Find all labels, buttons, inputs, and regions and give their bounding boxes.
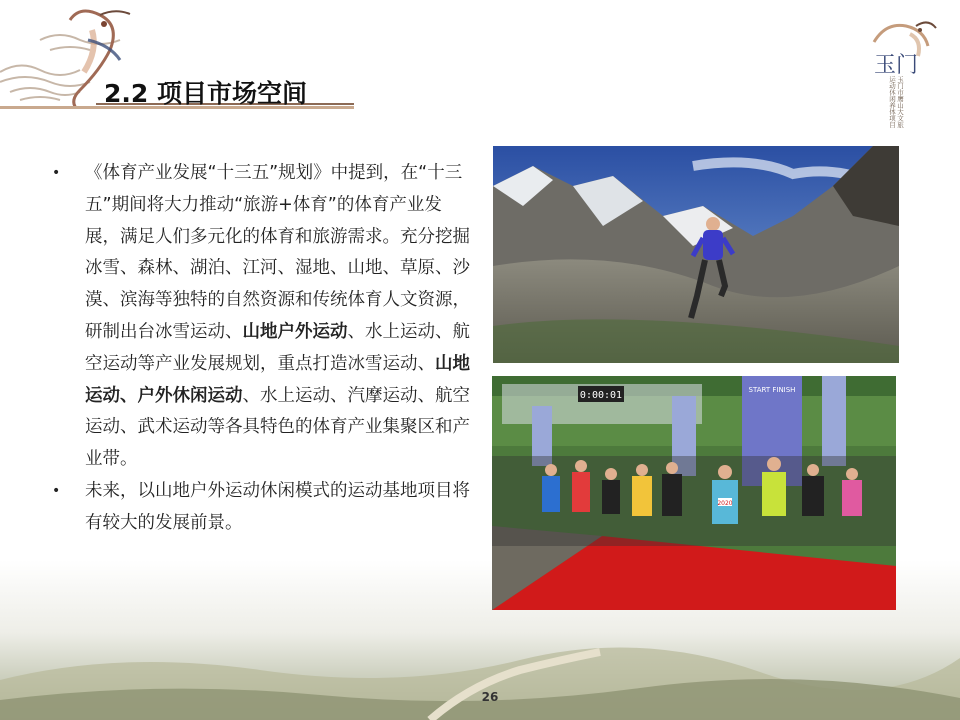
page-title: 2.2 项目市场空间: [104, 79, 307, 108]
bullet-list: [50, 158, 470, 540]
decorative-crane-ornament: [0, 0, 200, 130]
yumen-logo: [866, 12, 942, 132]
bullet-dot: •: [52, 482, 61, 499]
bullet-text: 未来，以山地户外运动休闲模式的运动基地项目将有较大的发展前景。: [85, 480, 470, 533]
svg-text:玉门: 玉门: [874, 53, 919, 78]
page-number: 26: [481, 690, 499, 704]
background-hills: [0, 640, 960, 720]
bullet-item: [50, 476, 470, 540]
bullet-item: [50, 158, 470, 476]
bullet-text: 《体育产业发展“十三五”规划》中提到，在“十三五”期间将大力推动“旅游+体育”的体育产业发展，满足人们多元化的体育和旅游需求。充分挖掘冰雪、森林、湖泊、江河、湿地、山地、草原、沙漠、滨海等独特的自然资源和传统体育人文资源，研制出台冰雪运动、山地户外运动、水上运动、航空运动等产业发展规划，重点打造冰雪运动、山地运动、户外休闲运动、水上运动、汽摩运动、航空运动、武术运动等各具特色的体育产业集聚区和产业带。: [85, 163, 470, 470]
svg-text:START FINISH: START FINISH: [748, 386, 796, 394]
photo-mountain-runner: [493, 146, 899, 363]
svg-text:2020: 2020: [717, 500, 733, 507]
svg-text:0:00:01: 0:00:01: [579, 390, 623, 401]
svg-text:运动休闲养体项目: 运动休闲养体项目: [888, 76, 896, 128]
photo-race-start: [492, 376, 896, 610]
bullet-dot: •: [52, 165, 61, 181]
svg-text:玉门市鹰山大文旅: 玉门市鹰山大文旅: [896, 76, 904, 128]
